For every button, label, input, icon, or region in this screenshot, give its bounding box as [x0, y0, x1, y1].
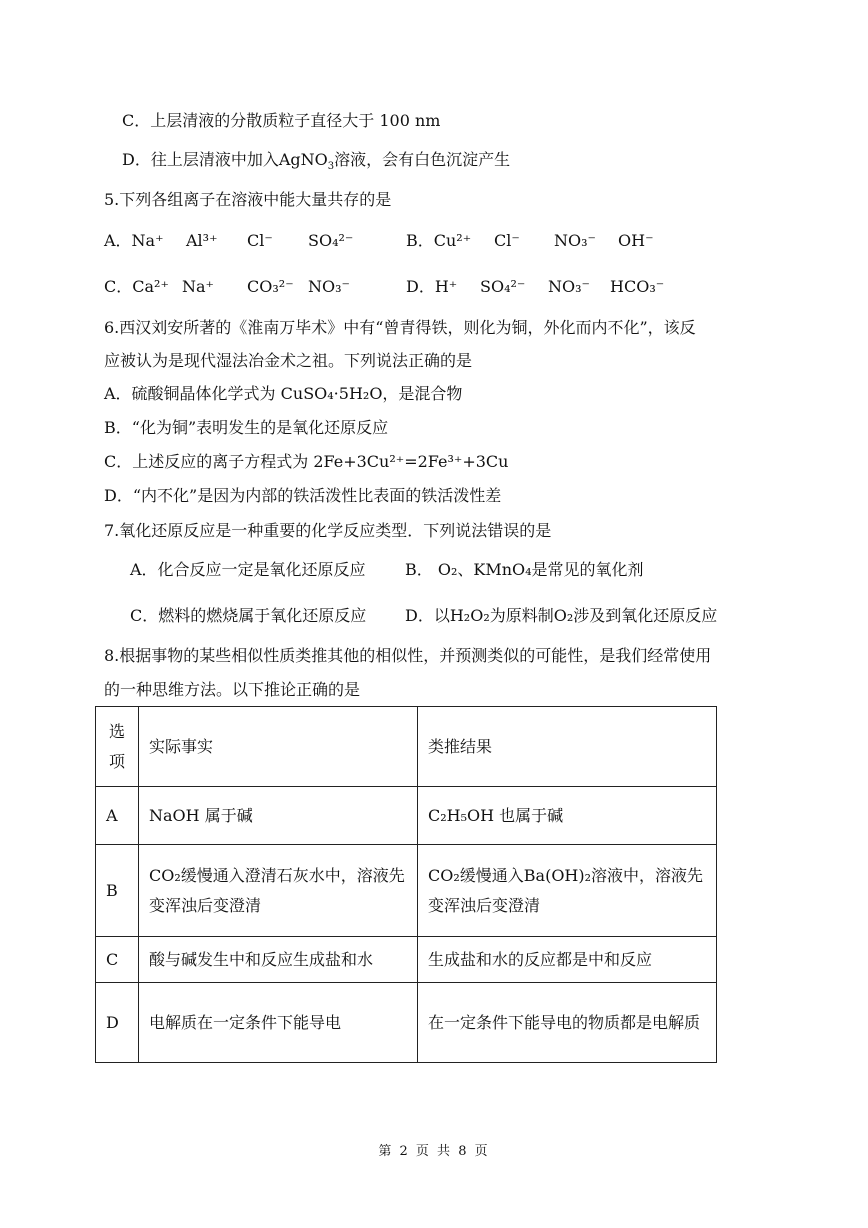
q7-stem: 7.氧化还原反应是一种重要的化学反应类型．下列说法错误的是 [104, 521, 552, 540]
page-footer: 第 2 页 共 8 页 [378, 1144, 490, 1159]
q4-option-d-chem: AgNO [278, 150, 328, 169]
table-cell-fact: CO₂缓慢通入澄清石灰水中，溶液先变浑浊后变澄清 [139, 845, 418, 937]
q6-option-d: D．“内不化”是因为内部的铁活泼性比表面的铁活泼性差 [104, 486, 502, 505]
q5-b-ion-1: B．Cu²⁺ [406, 231, 472, 250]
q8-stem-line-1: 8.根据事物的某些相似性质类推其他的相似性，并预测类似的可能性，是我们经常使用 [104, 646, 712, 665]
table-row [96, 787, 717, 845]
table-header-row [96, 707, 717, 787]
q4-option-d-sub: 3 [327, 161, 335, 173]
table-cell-option: A [96, 787, 139, 845]
table-row [96, 937, 717, 983]
q5-c-ion-1: C．Ca²⁺ [104, 277, 169, 296]
q6-option-a: A．硫酸铜晶体化学式为 CuSO₄·5H₂O，是混合物 [104, 384, 463, 403]
q4-option-c: C．上层清液的分散质粒子直径大于 100 nm [122, 111, 441, 130]
q5-a-ion-4: SO₄²⁻ [308, 231, 354, 250]
q6-option-b: B．“化为铜”表明发生的是氧化还原反应 [104, 418, 389, 437]
table-cell-inference: 在一定条件下能导电的物质都是电解质 [418, 983, 717, 1063]
q5-c-ion-4: NO₃⁻ [308, 277, 350, 296]
q7-option-b: B． O₂、KMnO₄是常见的氧化剂 [405, 560, 644, 579]
table-header-fact: 实际事实 [139, 707, 418, 787]
q8-stem-line-2: 的一种思维方法。以下推论正确的是 [104, 680, 361, 699]
q6-stem-line-2: 应被认为是现代湿法冶金术之祖。下列说法正确的是 [104, 351, 473, 370]
q4-option-d [122, 150, 511, 173]
table-row [96, 983, 717, 1063]
q5-d-ion-4: HCO₃⁻ [610, 277, 665, 296]
q8-table [95, 706, 717, 1063]
table-cell-inference: 生成盐和水的反应都是中和反应 [418, 937, 717, 983]
q5-d-ion-3: NO₃⁻ [548, 277, 590, 296]
q5-d-ion-1: D．H⁺ [406, 277, 458, 296]
q7-option-d: D．以H₂O₂为原料制O₂涉及到氧化还原反应 [405, 606, 718, 625]
q7-option-c: C．燃料的燃烧属于氧化还原反应 [130, 606, 367, 625]
q4-option-d-post: 溶液，会有白色沉淀产生 [334, 150, 511, 169]
table-header-inference: 类推结果 [418, 707, 717, 787]
q5-a-ion-1: A．Na⁺ [104, 231, 164, 250]
q5-c-ion-3: CO₃²⁻ [247, 277, 294, 296]
q5-c-ion-2: Na⁺ [182, 277, 214, 296]
table-cell-inference: C₂H₅OH 也属于碱 [418, 787, 717, 845]
table-cell-fact: 酸与碱发生中和反应生成盐和水 [139, 937, 418, 983]
table-cell-option: C [96, 937, 139, 983]
table-row [96, 845, 717, 937]
q5-b-ion-2: Cl⁻ [494, 231, 520, 250]
table-cell-inference: CO₂缓慢通入Ba(OH)₂溶液中，溶液先变浑浊后变澄清 [418, 845, 717, 937]
table-cell-fact: 电解质在一定条件下能导电 [139, 983, 418, 1063]
q5-a-ion-3: Cl⁻ [247, 231, 273, 250]
q5-b-ion-3: NO₃⁻ [554, 231, 596, 250]
q7-option-a: A．化合反应一定是氧化还原反应 [130, 560, 366, 579]
q6-stem-line-1: 6.西汉刘安所著的《淮南万毕术》中有“曾青得铁，则化为铜，外化而内不化”，该反 [104, 318, 696, 337]
q5-b-ion-4: OH⁻ [618, 231, 654, 250]
q5-a-ion-2: Al³⁺ [186, 231, 218, 250]
q5-stem: 5.下列各组离子在溶液中能大量共存的是 [104, 190, 392, 209]
table-header-option: 选项 [96, 707, 139, 787]
q5-d-ion-2: SO₄²⁻ [480, 277, 526, 296]
q4-option-d-pre: D．往上层清液中加入 [122, 150, 279, 169]
table-cell-fact: NaOH 属于碱 [139, 787, 418, 845]
table-cell-option: D [96, 983, 139, 1063]
table-cell-option: B [96, 845, 139, 937]
q6-option-c: C．上述反应的离子方程式为 2Fe+3Cu²⁺=2Fe³⁺+3Cu [104, 452, 509, 471]
